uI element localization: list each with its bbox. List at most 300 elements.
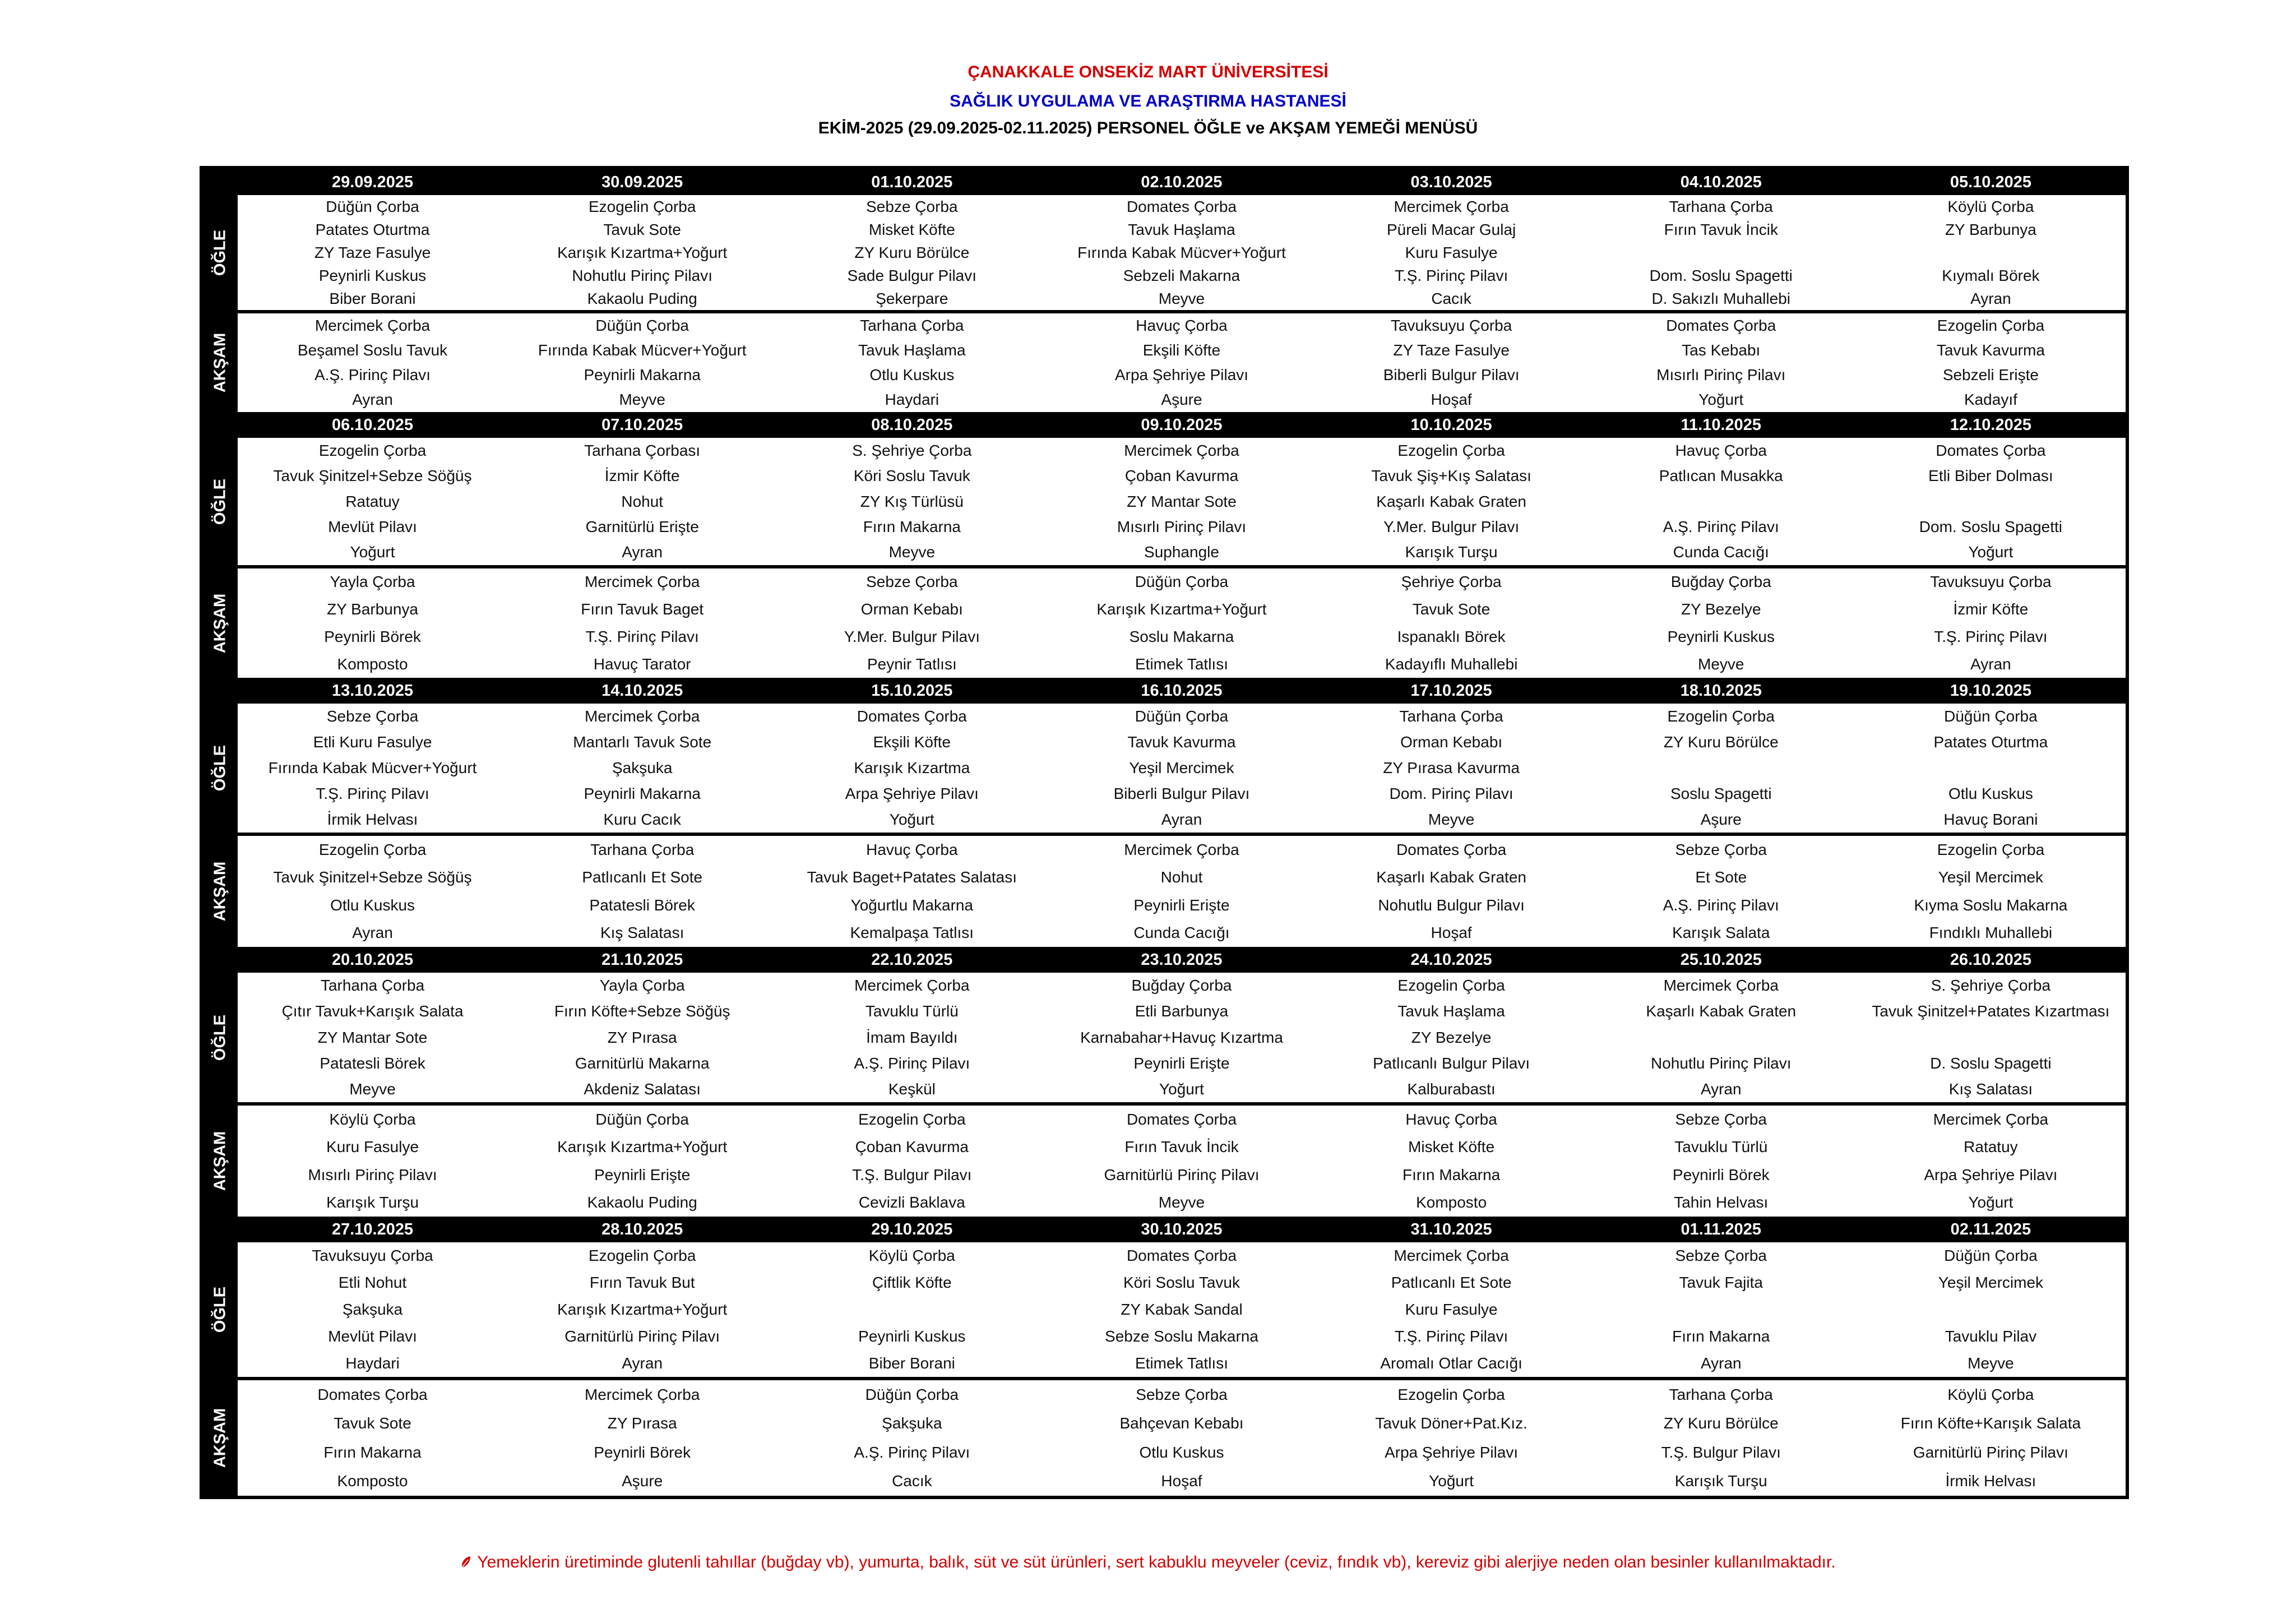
day-menu-cell [1317, 568, 1586, 678]
dish-item: Mantarlı Tavuk Sote [573, 733, 712, 751]
dish-item: Peynirli Kuskus [858, 1328, 966, 1345]
dish-item: Soslu Spagetti [1670, 785, 1772, 802]
date-header: 02.11.2025 [1950, 1220, 2031, 1238]
dish-item: ZY Mantar Sote [317, 1028, 428, 1046]
dish-item: Peynirli Börek [594, 1443, 691, 1461]
dish-item: Nohutlu Pirinç Pilavı [1650, 1054, 1792, 1072]
dish-item: ZY Barbunya [327, 600, 419, 618]
dish-item: Patlıcanlı Et Sote [1391, 1274, 1512, 1291]
dish-item: Ezogelin Çorba [1667, 708, 1775, 725]
dish-item: Ayran [352, 924, 393, 942]
dish-item: T.Ş. Pirinç Pilavı [316, 785, 429, 802]
day-menu-cell [1317, 1380, 1586, 1496]
dinner-section [203, 833, 2126, 947]
week-block [203, 169, 2126, 412]
dish-item: ZY Kuru Börülce [854, 243, 970, 261]
dish-item: T.Ş. Bulgur Pilavı [852, 1166, 972, 1183]
dish-item: Ezogelin Çorba [318, 840, 427, 858]
dish-item: Yoğurt [350, 543, 395, 561]
lunch-side-label [203, 704, 238, 833]
dish-item: Meyve [619, 391, 665, 408]
day-menu-cell [1586, 313, 1856, 412]
dish-item: Peynirli Erişte [594, 1166, 691, 1183]
dish-item: Et Sote [1695, 868, 1747, 886]
lunch-side-label [203, 973, 238, 1102]
dish-item: İmam Bayıldı [866, 1028, 958, 1046]
dish-item: Ayran [622, 543, 663, 561]
dish-item: Tarhana Çorbası [584, 441, 701, 459]
dish-item: Fırın Köfte+Sebze Söğüş [554, 1002, 730, 1020]
dish-item: ZY Pırasa Kavurma [1383, 759, 1520, 776]
day-menu-cell [1047, 704, 1316, 833]
dish-item: Karışık Kızartma+Yoğurt [557, 1138, 728, 1156]
dish-item: Kış Salatası [1948, 1080, 2033, 1098]
dish-item: Tavuklu Türlü [865, 1002, 959, 1020]
day-menu-cell [507, 704, 777, 833]
dish-item: Peynirli Erişte [1133, 896, 1230, 914]
day-menu-cell [1047, 836, 1316, 947]
date-header: 22.10.2025 [871, 951, 953, 969]
dish-item: Köri Soslu Tavuk [1123, 1274, 1240, 1291]
lunch-section [203, 195, 2126, 310]
dish-item: Mısırlı Pirinç Pilavı [1117, 517, 1247, 535]
dish-item: Y.Mer. Bulgur Pilavı [1383, 517, 1520, 535]
dish-item: Sebze Çorba [866, 573, 958, 591]
date-row [203, 947, 2126, 973]
day-menu-cell [1586, 973, 1856, 1102]
dish-item: Ekşili Köfte [1142, 341, 1221, 359]
dish-item: Cacık [892, 1472, 932, 1490]
dish-item: Karışık Kızartma [854, 759, 970, 776]
date-row [203, 412, 2126, 438]
day-menu-cell [1856, 568, 2126, 678]
dish-item: T.Ş. Pirinç Pilavı [585, 627, 699, 645]
dish-item: Yoğurt [1698, 391, 1744, 408]
lunch-label-text: ÖĞLE [211, 478, 229, 525]
dish-item: Yayla Çorba [330, 573, 415, 591]
dish-item: Akdeniz Salatası [584, 1080, 701, 1098]
date-header: 25.10.2025 [1680, 951, 1762, 969]
day-menu-cell [1317, 973, 1586, 1102]
date-header: 03.10.2025 [1410, 173, 1492, 191]
dish-item: Biberli Bulgur Pilavı [1113, 785, 1250, 802]
dish-item: Peynirli Makarna [584, 366, 701, 383]
dish-item: Tarhana Çorba [1669, 1385, 1773, 1403]
dish-item: Tavuk Sote [1412, 600, 1490, 618]
date-header: 30.09.2025 [601, 173, 683, 191]
dish-item: Ayran [1700, 1354, 1742, 1372]
dish-item: İzmir Köfte [604, 467, 680, 485]
lunch-side-label [203, 195, 238, 310]
dish-item: ZY Taze Fasulye [314, 243, 431, 261]
dish-item: ZY Kış Türlüsü [860, 492, 964, 510]
dish-item: Tavuk Haşlama [858, 341, 966, 359]
dish-item: Buğday Çorba [1670, 573, 1771, 591]
dish-item: Havuç Çorba [1136, 317, 1228, 334]
day-menu-cell [1856, 836, 2126, 947]
dish-item: Mevlüt Pilavı [328, 1328, 417, 1345]
dish-item: Kaşarlı Kabak Graten [1376, 868, 1526, 886]
date-header: 10.10.2025 [1410, 416, 1492, 434]
dish-item: Arpa Şehriye Pilavı [1114, 366, 1249, 383]
dish-item: Domates Çorba [1126, 197, 1237, 215]
dish-item: Köylü Çorba [329, 1110, 416, 1128]
dish-item: Düğün Çorba [865, 1385, 959, 1403]
dish-item: Şakşuka [342, 1301, 403, 1318]
date-header: 29.10.2025 [871, 1220, 953, 1238]
lunch-side-label [203, 1242, 238, 1377]
dish-item: Yeşil Mercimek [1938, 1274, 2044, 1291]
dinner-side-label [203, 1380, 238, 1496]
dish-item: Sebzeli Makarna [1123, 266, 1240, 284]
day-menu-cell [238, 704, 507, 833]
day-menu-cell [238, 973, 507, 1102]
date-header: 21.10.2025 [601, 951, 683, 969]
dish-item: T.Ş. Pirinç Pilavı [1394, 266, 1508, 284]
dish-item: Mercimek Çorba [1663, 977, 1779, 995]
dish-item: Patates Oturtma [315, 220, 430, 238]
date-header: 31.10.2025 [1410, 1220, 1492, 1238]
dish-item: Sebze Çorba [1675, 1247, 1767, 1264]
dish-item: Ezogelin Çorba [318, 441, 427, 459]
dish-item: Düğün Çorba [1135, 573, 1229, 591]
dish-item: Misket Köfte [868, 220, 955, 238]
dish-item: Kıymalı Börek [1942, 266, 2040, 284]
dish-item: Dom. Pirinç Pilavı [1389, 785, 1513, 802]
dish-item: Otlu Kuskus [1139, 1443, 1224, 1461]
dish-item: Keşkül [888, 1080, 936, 1098]
day-menu-cell [1047, 195, 1316, 310]
dish-item: Mısırlı Pirinç Pilavı [308, 1166, 437, 1183]
day-menu-cell [507, 1242, 777, 1377]
dish-item: Mercimek Çorba [1394, 1247, 1509, 1264]
dish-item: Düğün Çorba [1135, 708, 1229, 725]
dish-item: Ratatuy [1964, 1138, 2018, 1156]
day-menu-cell [1047, 1106, 1316, 1217]
date-header: 27.10.2025 [331, 1220, 414, 1238]
hospital-title: SAĞLIK UYGULAMA VE ARAŞTIRMA HASTANESİ [950, 92, 1346, 110]
dish-item: Peynirli Kuskus [1667, 627, 1775, 645]
dish-item: Kakaolu Puding [587, 289, 697, 307]
dish-item: Meyve [1968, 1354, 2014, 1372]
dinner-label-text: AKŞAM [211, 593, 229, 653]
dish-item: Karışık Salata [1672, 924, 1770, 942]
date-header: 13.10.2025 [331, 682, 414, 700]
dish-item: Etli Biber Dolması [1928, 467, 2053, 485]
day-menu-cell [1047, 1242, 1316, 1377]
dish-item: Şehriye Çorba [1401, 573, 1502, 591]
menu-table [200, 166, 2129, 1499]
dish-item: Kemalpaşa Tatlısı [850, 924, 974, 942]
dish-item: Fırın Tavuk İncik [1664, 220, 1778, 238]
dish-item: Kadayıf [1964, 391, 2017, 408]
dish-item: Tavuksuyu Çorba [1390, 317, 1512, 334]
dish-item: Patlıcanlı Bulgur Pilavı [1373, 1054, 1530, 1072]
day-menu-cell [777, 704, 1047, 833]
dish-item: Hoşaf [1161, 1472, 1202, 1490]
leaf-icon [460, 1555, 471, 1569]
date-header: 28.10.2025 [601, 1220, 683, 1238]
day-menu-cell [1856, 1242, 2126, 1377]
day-menu-cell [238, 195, 507, 310]
day-menu-cell [777, 1106, 1047, 1217]
dish-item: Fırın Makarna [863, 517, 961, 535]
dish-item: Hoşaf [1431, 391, 1472, 408]
dish-item: Mercimek Çorba [1124, 441, 1239, 459]
date-header: 02.10.2025 [1141, 173, 1223, 191]
dish-item: Şakşuka [612, 759, 673, 776]
dish-item: Ezogelin Çorba [588, 197, 696, 215]
dish-item: Garnitürlü Pirinç Pilavı [1104, 1166, 1260, 1183]
dish-item: Suphangle [1144, 543, 1219, 561]
dish-item: Fırın Tavuk Baget [581, 600, 704, 618]
day-menu-cell [1317, 836, 1586, 947]
dish-item: A.Ş. Pirinç Pilavı [1663, 517, 1779, 535]
dish-item: Cunda Cacığı [1673, 543, 1769, 561]
lunch-label-text: ÖĞLE [211, 745, 229, 792]
dish-item: ZY Barbunya [1945, 220, 2036, 238]
dish-item: Havuç Çorba [1405, 1110, 1497, 1128]
dish-item: T.Ş. Pirinç Pilavı [1934, 627, 2048, 645]
day-menu-cell [777, 195, 1047, 310]
day-menu-cell [1856, 1380, 2126, 1496]
week-block [203, 678, 2126, 947]
dish-item: Kuru Fasulye [326, 1138, 419, 1156]
day-menu-cell [507, 195, 777, 310]
date-header: 14.10.2025 [601, 682, 683, 700]
day-menu-cell [1317, 438, 1586, 565]
dish-item: Orman Kebabı [1400, 733, 1503, 751]
dish-item: Ayran [622, 1354, 663, 1372]
dish-item: Etli Nohut [338, 1274, 407, 1291]
day-menu-cell [1586, 438, 1856, 565]
dish-item: Ayran [1970, 289, 2011, 307]
dish-item: Tarhana Çorba [1669, 197, 1773, 215]
dish-item: ZY Bezelye [1411, 1028, 1492, 1046]
dish-item: Fırında Kabak Mücver+Yoğurt [538, 341, 747, 359]
dinner-side-label [203, 313, 238, 412]
dish-item: Yoğurt [889, 811, 934, 828]
dish-item: A.Ş. Pirinç Pilavı [854, 1054, 970, 1072]
dish-item: Ayran [1700, 1080, 1742, 1098]
lunch-section [203, 704, 2126, 833]
dish-item: Orman Kebabı [860, 600, 963, 618]
dish-item: Cunda Cacığı [1133, 924, 1230, 942]
dish-item: Havuç Çorba [1675, 441, 1767, 459]
dish-item: Sebze Çorba [866, 197, 958, 215]
day-menu-cell [777, 568, 1047, 678]
dish-item: Patlıcanlı Et Sote [582, 868, 703, 886]
dish-item: Tarhana Çorba [860, 317, 964, 334]
date-row [203, 678, 2126, 704]
dish-item: Ekşili Köfte [873, 733, 951, 751]
day-menu-cell [238, 568, 507, 678]
dish-item: Ezogelin Çorba [1397, 1385, 1505, 1403]
dish-item: Arpa Şehriye Pilavı [1385, 1443, 1519, 1461]
dish-item: Bahçevan Kebabı [1119, 1414, 1244, 1432]
dish-item: Ezogelin Çorba [858, 1110, 966, 1128]
dish-item: Yayla Çorba [599, 977, 685, 995]
dish-item: Mercimek Çorba [1933, 1110, 2049, 1128]
dinner-label-text: AKŞAM [211, 1131, 229, 1191]
dish-item: Otlu Kuskus [1948, 785, 2033, 802]
dish-item: Sebze Çorba [326, 708, 419, 725]
dish-item: Domates Çorba [1936, 441, 2046, 459]
dish-item: Çiftlik Köfte [872, 1274, 952, 1291]
day-menu-cell [1047, 313, 1316, 412]
dish-item: ZY Bezelye [1681, 600, 1761, 618]
dish-item: Yeşil Mercimek [1129, 759, 1234, 776]
day-menu-cell [1047, 973, 1316, 1102]
dish-item: Karışık Kızartma+Yoğurt [1096, 600, 1267, 618]
lunch-section [203, 1242, 2126, 1377]
dish-item: A.Ş. Pirinç Pilavı [854, 1443, 970, 1461]
dish-item: Sebze Çorba [1136, 1385, 1228, 1403]
date-header: 06.10.2025 [331, 416, 414, 434]
date-header: 17.10.2025 [1410, 682, 1492, 700]
dish-item: Yoğurt [1968, 543, 2013, 561]
dish-item: Ayran [352, 391, 393, 408]
date-header: 04.10.2025 [1680, 173, 1762, 191]
dish-item: Biberli Bulgur Pilavı [1383, 366, 1520, 383]
dish-item: Kakaolu Puding [587, 1194, 697, 1212]
dish-item: Aromalı Otlar Cacığı [1380, 1354, 1522, 1372]
dish-item: Peynirli Erişte [1133, 1054, 1230, 1072]
dish-item: Kaşarlı Kabak Graten [1376, 492, 1526, 510]
day-menu-cell [777, 438, 1047, 565]
dish-item: Fırın Tavuk İncik [1124, 1138, 1239, 1156]
dish-item: Sebze Çorba [1675, 1110, 1767, 1128]
dish-item: Ayran [1970, 655, 2011, 673]
dish-item: Cacık [1431, 289, 1471, 307]
dish-item: Misket Köfte [1408, 1138, 1495, 1156]
lunch-label-text: ÖĞLE [211, 229, 229, 276]
dish-item: Sade Bulgur Pilavı [847, 266, 977, 284]
day-menu-cell [1856, 1106, 2126, 1217]
dish-item: Garnitürlü Pirinç Pilavı [1913, 1443, 2068, 1461]
day-menu-cell [238, 313, 507, 412]
dish-item: Şekerpare [876, 289, 948, 307]
dish-item: ZY Taze Fasulye [1393, 341, 1510, 359]
dish-item: Kuru Cacık [603, 811, 681, 828]
dish-item: Fırın Makarna [1672, 1328, 1770, 1345]
dish-item: A.Ş. Pirinç Pilavı [1663, 896, 1779, 914]
lunch-section [203, 438, 2126, 565]
dish-item: Yoğurt [1159, 1080, 1204, 1098]
dinner-section [203, 310, 2126, 412]
dish-item: Biber Borani [868, 1354, 955, 1372]
dish-item: Fırın Köfte+Karışık Salata [1900, 1414, 2081, 1432]
dish-item: Tavuk Şinitzel+Patates Kızartması [1872, 1002, 2110, 1020]
dish-item: Otlu Kuskus [330, 896, 415, 914]
dish-item: S. Şehriye Çorba [1931, 977, 2051, 995]
dish-item: Tavuksuyu Çorba [1930, 573, 2052, 591]
week-block [203, 412, 2126, 678]
dish-item: A.Ş. Pirinç Pilavı [314, 366, 431, 383]
dish-item: Biber Borani [329, 289, 416, 307]
day-menu-cell [1586, 836, 1856, 947]
dish-item: Düğün Çorba [595, 1110, 689, 1128]
dish-item: Tavuksuyu Çorba [312, 1247, 433, 1264]
dish-item: ZY Kuru Börülce [1663, 733, 1779, 751]
dish-item: İrmik Helvası [1945, 1472, 2036, 1490]
date-header: 29.09.2025 [331, 173, 414, 191]
dish-item: Düğün Çorba [595, 317, 689, 334]
dish-item: Ezogelin Çorba [1397, 977, 1505, 995]
dish-item: Yoğurt [1968, 1194, 2013, 1212]
dish-item: Tavuk Şiş+Kış Salatası [1371, 467, 1531, 485]
dinner-side-label [203, 836, 238, 947]
allergen-note-text: Yemeklerin üretiminde glutenli tahıllar (buğday vb), yumurta, balık, süt ve süt ürünleri, sert kabuklu meyveler (ceviz, fındık vb), kereviz gibi alerjiye neden olan besinler kullanılmaktadır. [477, 1553, 1836, 1571]
dish-item: Aşure [1161, 391, 1202, 408]
dish-item: Karışık Turşu [1674, 1472, 1767, 1490]
dish-item: Tavuk Haşlama [1128, 220, 1235, 238]
dish-item: Nohut [1160, 868, 1203, 886]
dish-item: ZY Mantar Sote [1127, 492, 1237, 510]
dish-item: Tavuklu Pilav [1945, 1328, 2037, 1345]
dinner-side-label [203, 1106, 238, 1217]
date-header: 24.10.2025 [1410, 951, 1492, 969]
dish-item: Meyve [1158, 1194, 1205, 1212]
dish-item: Tavuk Sote [603, 220, 681, 238]
day-menu-cell [777, 973, 1047, 1102]
menu-title: EKİM-2025 (29.09.2025-02.11.2025) PERSONEL ÖĞLE ve AKŞAM YEMEĞİ MENÜSÜ [818, 119, 1478, 137]
dish-item: Çoban Kavurma [1124, 467, 1239, 485]
dish-item: Aşure [1700, 811, 1742, 828]
dish-item: Fırın Tavuk But [589, 1274, 695, 1291]
day-menu-cell [238, 438, 507, 565]
day-menu-cell [1586, 1380, 1856, 1496]
day-menu-cell [1317, 195, 1586, 310]
dish-item: D. Sakızlı Muhallebi [1651, 289, 1790, 307]
dinner-section [203, 565, 2126, 678]
day-menu-cell [777, 836, 1047, 947]
dish-item: Hoşaf [1431, 924, 1472, 942]
dish-item: Mevlüt Pilavı [328, 517, 417, 535]
day-menu-cell [1856, 438, 2126, 565]
dish-item: Garnitürlü Pirinç Pilavı [564, 1328, 720, 1345]
dish-item: Mercimek Çorba [854, 977, 970, 995]
dish-item: Tarhana Çorba [1399, 708, 1503, 725]
dish-item: ZY Pırasa [607, 1414, 677, 1432]
dish-item: Tavuk Fajita [1679, 1274, 1763, 1291]
date-header: 19.10.2025 [1950, 682, 2031, 700]
dish-item: Karışık Kızartma+Yoğurt [557, 243, 728, 261]
date-header: 23.10.2025 [1141, 951, 1223, 969]
dish-item: Tavuk Kavurma [1127, 733, 1236, 751]
day-menu-cell [507, 973, 777, 1102]
dish-item: Yoğurt [1429, 1472, 1474, 1490]
dish-item: Kuru Fasulye [1405, 243, 1498, 261]
dinner-section [203, 1102, 2126, 1217]
dish-item: Fırında Kabak Mücver+Yoğurt [1077, 243, 1286, 261]
dish-item: Mercimek Çorba [1124, 840, 1239, 858]
dish-item: Patates Oturtma [1933, 733, 2048, 751]
dish-item: Meyve [349, 1080, 396, 1098]
dish-item: Karnabahar+Havuç Kızartma [1080, 1028, 1283, 1046]
dish-item: Ratatuy [345, 492, 400, 510]
dish-item: Tahin Helvası [1674, 1194, 1769, 1212]
day-menu-cell [507, 1106, 777, 1217]
day-menu-cell [1317, 313, 1586, 412]
date-header: 05.10.2025 [1950, 173, 2031, 191]
date-header: 16.10.2025 [1141, 682, 1223, 700]
dish-item: Tavuk Şinitzel+Sebze Söğüş [273, 467, 472, 485]
dish-item: Tavuk Baget+Patates Salatası [807, 868, 1017, 886]
dish-item: Dom. Soslu Spagetti [1649, 266, 1793, 284]
day-menu-cell [1586, 704, 1856, 833]
dish-item: Ispanaklı Börek [1397, 627, 1506, 645]
